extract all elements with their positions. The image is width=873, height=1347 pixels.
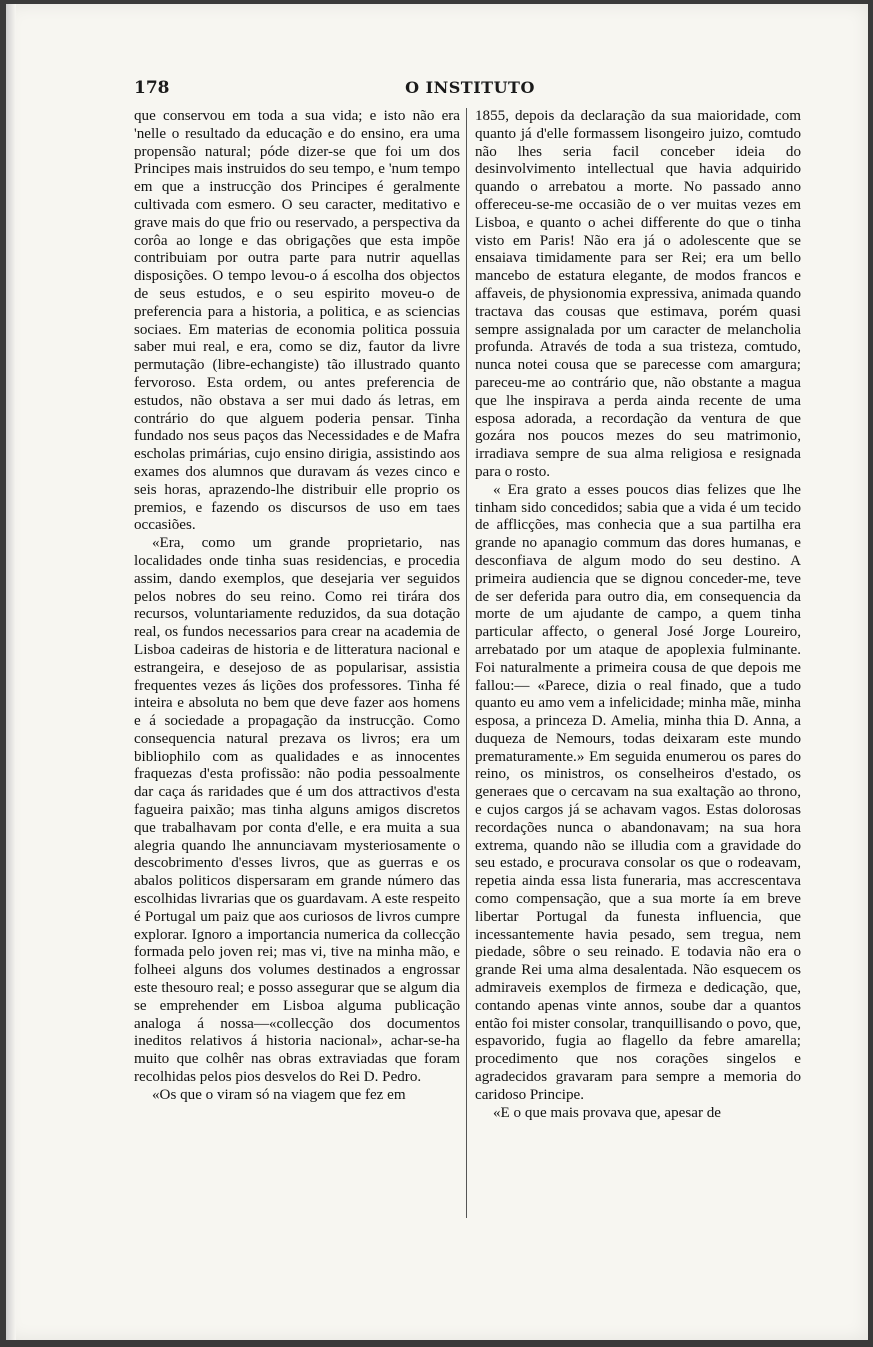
page-edge-shadow [6, 4, 16, 1340]
book-page [6, 4, 868, 1340]
page-number: 178 [134, 78, 170, 98]
left-paragraph-3: «Os que o viram só na viagem que fez em [152, 1086, 406, 1103]
right-paragraph-1: 1855, depois da declaração da sua maioridade, com quanto já d'elle formassem lisongeiro juizo, comtudo não lhes seria facil conceber ideia do desinvolvimento intellectual que havia adquirido quando o arrebatou a morte. No passado anno offereceu-se-me occasião de o ver muitas vezes em Lisboa, e quanto o achei differente do que o tinha visto em Paris! Não era já o adolescente que se ensaiava timidamente para ser Rei; era um bello mancebo de estatura elegante, de modos francos e affaveis, de physionomia expressiva, animada quando tractava das cousas que estimava, porém quasi sempre assignalada por um caracter de melancholia profunda. Através de toda a sua tristeza, comtudo, nunca notei cousa que se parecesse com amargura; pareceu-me ao contrário que, não obstante a magua que lhe inspirava a perda ainda recente de uma esposa adorada, a recordação da ventura de que gozára nos poucos mezes do seu matrimonio, irradiava sempre de sua alma religiosa e resignada para o rosto. [475, 108, 801, 480]
right-paragraph-3: «E o que mais provava que, apesar de [493, 1104, 721, 1121]
column-divider [466, 108, 467, 1218]
left-paragraph-1: que conservou em toda a sua vida; e isto não era 'nelle o resultado da educação e do ensino, era uma propensão natural; póde dizer-se que foi um dos Principes mais instruidos do seu tempo, e 'num tempo em que a instrucção dos Principes é geralmente cultivada com esmero. O seu caracter, meditativo e grave mais do que frio ou reservado, a perspectiva da corôa ao longe e das obrigações que esta impõe contribuiam por outra parte para nutrir aquellas disposições. O tempo levou-o á escolha dos objectos de seus estudos, e o seu espirito moveu-o de preferencia para a historia, a politica, e as sciencias sociaes. Em materias de economia politica possuia saber mui real, e era, como se diz, fautor da livre permutação (libre-echangiste) tão illustrado quanto fervoroso. Esta ordem, ou antes preferencia de estudos, não obstava a ser mui dado ás letras, em contrário do que alguem poderia pensar. Tinha fundado nos seus paços das Necessidades e de Mafra escholas primárias, cujo ensino dirigia, assistindo aos exames dos alumnos que duravam ás vezes cinco e seis horas, aprazendo-lhe distribuir elle proprio os premios, e fazendo os discursos de uso em taes occasiões. [134, 108, 460, 534]
right-paragraph-2: « Era grato a esses poucos dias felizes que lhe tinham sido concedidos; sabia que a vida é um tecido de afflicções, mas conhecia que a sua partilha era grande no apanagio commum das dores humanas, e desconfiava de algum modo do seu destino. A primeira audiencia que se dignou conceder-me, teve de ser deferida para outro dia, em consequencia da morte de um ajudante de campo, a quem tinha particular affecto, o general José Jorge Loureiro, arrebatado por um ataque de apoplexia fulminante. Foi naturalmente a primeira cousa de que depois me fallou:— «Parece, dizia o real finado, que a tudo quanto eu amo vem a infelicidade; minha mãe, minha esposa, a princeza D. Amelia, minha thia D. Anna, a duqueza de Nemours, todas deixaram este mundo prematuramente.» Em seguida enumerou os pares do reino, os ministros, os conselheiros d'estado, os generaes que o cercavam na sua exaltação ao throno, e cujos cargos já se achavam vagos. Estas dolorosas recordações nunca o abandonavam; na sua hora extrema, quando não se illudia com a gravidade do seu estado, e procurava consolar os que o rodeavam, repetia ainda essa lista funeraria, mas accrescentava como compensação, que a sua morte ía em breve libertar Portugal da funesta influencia, que incessantemente havia pesado, sem tregua, nem piedade, sôbre o seu reinado. E todavia não era o grande Rei uma alma desalentada. Não esquecem os admiraveis exemplos de firmeza e dedicação, que, contando apenas vinte annos, soube dar a quantos então foi mister consolar, tranquillisando o povo, que, espavorido, fugia ao flagello da febre amarella; procedimento que nos corações singelos e agradecidos gravaram para sempre a memoria do caridoso Principe. [475, 481, 801, 1103]
page-header [134, 78, 806, 102]
running-title: O INSTITUTO [405, 78, 535, 97]
left-column [134, 108, 460, 1105]
left-paragraph-2: «Era, como um grande proprietario, nas localidades onde tinha suas residencias, e procedia assim, dando exemplos, que desejaria ver seguidos pelos nobres do seu reino. Como rei tirára dos recursos, voluntariamente reduzidos, da sua dotação real, os fundos necessarios para crear na academia de Lisboa cadeiras de historia e de litteratura nacional e estrangeira, e desejoso de as popularisar, assistia frequentes vezes ás lições dos professores. Tinha fé inteira e absoluta no bem que deve fazer aos homens e á sociedade a propagação da instrucção. Como consequencia natural prezava os livros; era um bibliophilo com as qualidades e as innocentes fraquezas d'esta profissão: não podia pessoalmente dar caça ás raridades que é um dos attractivos d'esta fagueira paixão; mas tinha alguns amigos discretos que trabalhavam por conta d'elle, e era muita a sua alegria quando lhe annunciavam mysteriosamente o descobrimento d'esses livros, que as guerras e os abalos politicos dispersaram em grande número das escolhidas livrarias que os guardavam. A este respeito é Portugal um paiz que aos curiosos de livros cumpre explorar. Ignoro a importancia numerica da collecção formada pelo joven rei; mas vi, tive na minha mão, e folheei alguns dos volumes destinados a engrossar este thesouro real; e posso assegurar que se algum dia se emprehender em Lisboa alguma publicação analoga á nossa—«collecção dos documentos ineditos relativos á historia nacional», achar-se-ha muito que colhêr nas obras extraviadas que foram recolhidas pelos pios desvelos do Rei D. Pedro. [134, 535, 460, 1086]
right-column [475, 108, 801, 1122]
